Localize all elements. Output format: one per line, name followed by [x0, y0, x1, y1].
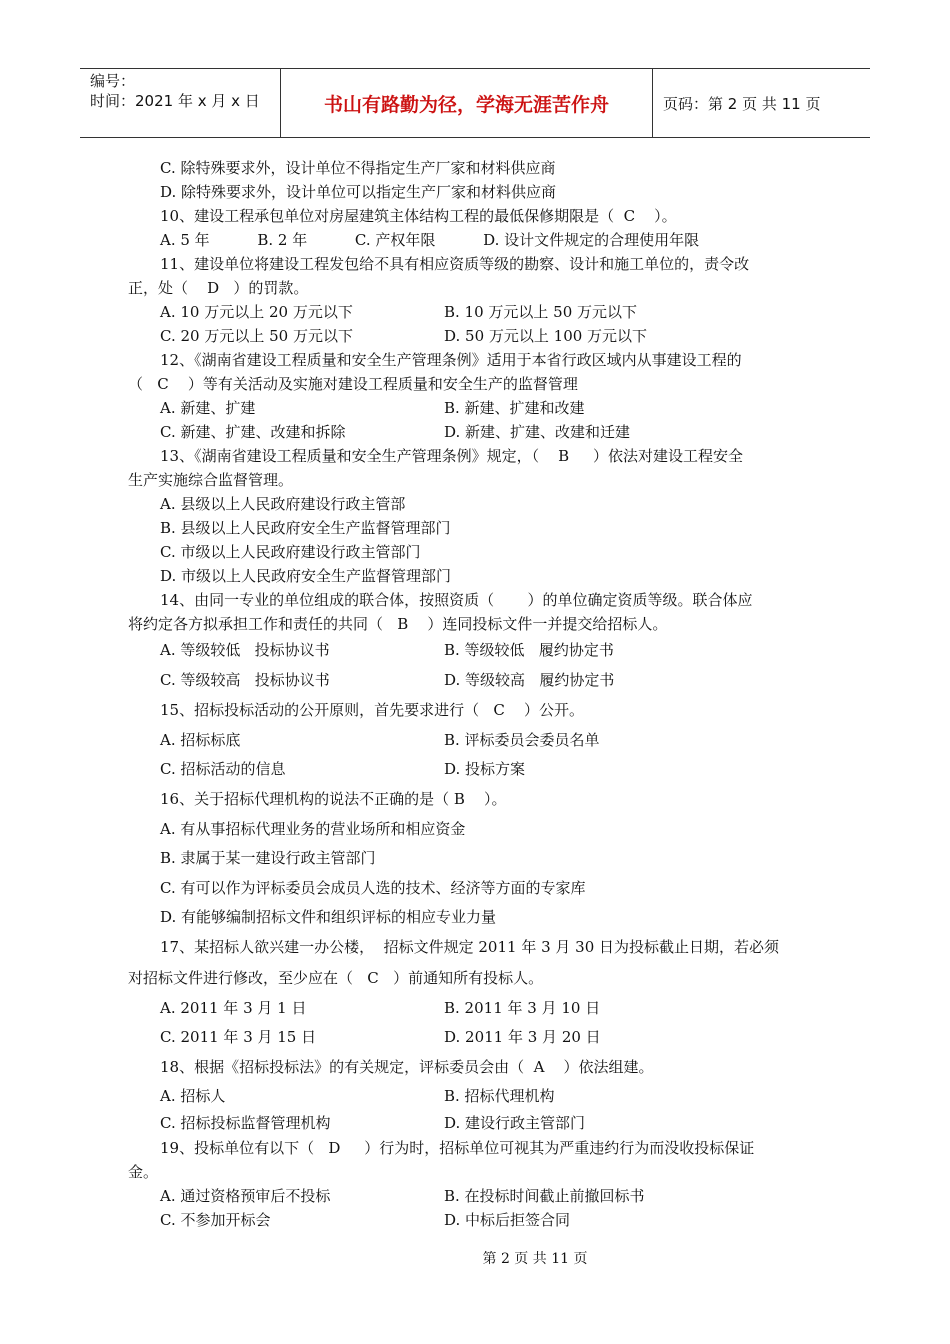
question-11: 11、建设单位将建设工程发包给不具有相应资质等级的勘察、设计和施工单位的，责令改 — [160, 255, 750, 273]
option: A. 招标标底 — [160, 731, 241, 749]
question-10: 10、建设工程承包单位对房屋建筑主体结构工程的最低保修期限是（ C ）。 — [160, 207, 677, 225]
option: D. 有能够编制招标文件和组织评标的相应专业力量 — [160, 908, 497, 926]
option: D. 等级较高 履约协定书 — [444, 671, 615, 689]
option: A. 通过资格预审后不投标 — [160, 1187, 331, 1205]
page-header — [80, 68, 870, 138]
option: D. 新建、扩建、改建和迁建 — [444, 423, 631, 441]
option: D. 建设行政主管部门 — [444, 1114, 586, 1132]
option: B. 县级以上人民政府安全生产监督管理部门 — [160, 519, 451, 537]
option: C. 市级以上人民政府建设行政主管部门 — [160, 543, 421, 561]
question-14: 14、由同一专业的单位组成的联合体，按照资质（ ）的单位确定资质等级。联合体应 — [160, 591, 753, 609]
option: A. 2011 年 3 月 1 日 — [160, 999, 307, 1017]
option: A. 招标人 — [160, 1087, 226, 1105]
number-label: 编号： — [90, 72, 136, 90]
option: B. 招标代理机构 — [444, 1087, 555, 1105]
option: C. 20 万元以上 50 万元以下 — [160, 327, 353, 345]
question-13-cont: 生产实施综合监督管理。 — [128, 471, 294, 489]
question-18: 18、根据《招标投标法》的有关规定，评标委员会由（ A ）依法组建。 — [160, 1058, 654, 1076]
question-10-options: A. 5 年 B. 2 年 C. 产权年限 D. 设计文件规定的合理使用年限 — [160, 231, 700, 249]
header-meta — [80, 69, 281, 137]
option: C. 等级较高 投标协议书 — [160, 671, 330, 689]
footer-page-number: 第 2 页 共 11 页 — [482, 1251, 588, 1267]
option: A. 10 万元以上 20 万元以下 — [160, 303, 353, 321]
text-line: C. 除特殊要求外，设计单位不得指定生产厂家和材料供应商 — [160, 159, 556, 177]
option: B. 评标委员会委员名单 — [444, 731, 600, 749]
option: B. 2011 年 3 月 10 日 — [444, 999, 601, 1017]
option: B. 在投标时间截止前撤回标书 — [444, 1187, 645, 1205]
option: B. 新建、扩建和改建 — [444, 399, 585, 417]
option: D. 2011 年 3 月 20 日 — [444, 1028, 601, 1046]
option: D. 市级以上人民政府安全生产监督管理部门 — [160, 567, 452, 585]
option: A. 新建、扩建 — [160, 399, 256, 417]
question-14-cont: 将约定各方拟承担工作和责任的共同（ B ）连同投标文件一并提交给招标人。 — [128, 615, 668, 633]
option: A. 县级以上人民政府建设行政主管部 — [160, 495, 406, 513]
option: C. 招标活动的信息 — [160, 760, 286, 778]
header-motto: 书山有路勤为径，学海无涯苦作舟 — [281, 69, 653, 137]
time-label: 时间：2021 年 x 月 x 日 — [90, 92, 260, 110]
question-19: 19、投标单位有以下（ D ）行为时，招标单位可视其为严重违约行为而没收投标保证 — [160, 1139, 755, 1157]
question-16: 16、关于招标代理机构的说法不正确的是（ B ）。 — [160, 790, 507, 808]
option: D. 投标方案 — [444, 760, 526, 778]
question-15: 15、招标投标活动的公开原则，首先要求进行（ C ）公开。 — [160, 701, 584, 719]
option: C. 2011 年 3 月 15 日 — [160, 1028, 317, 1046]
option: C. 不参加开标会 — [160, 1211, 271, 1229]
option: D. 50 万元以上 100 万元以下 — [444, 327, 648, 345]
question-17: 17、某招标人欲兴建一办公楼， 招标文件规定 2011 年 3 月 30 日为投标截止日期，若必须 — [160, 938, 780, 956]
option: C. 新建、扩建、改建和拆除 — [160, 423, 346, 441]
option: C. 招标投标监督管理机构 — [160, 1114, 331, 1132]
question-11-cont: 正，处（ D ）的罚款。 — [128, 279, 309, 297]
question-12: 12、《湖南省建设工程质量和安全生产管理条例》适用于本省行政区域内从事建设工程的 — [160, 351, 742, 369]
option: D. 中标后拒签合同 — [444, 1211, 571, 1229]
option: B. 隶属于某一建设行政主管部门 — [160, 849, 376, 867]
header-page-info: 页码：第 2 页 共 11 页 — [663, 94, 821, 113]
option: A. 等级较低 投标协议书 — [160, 641, 330, 659]
option: B. 10 万元以上 50 万元以下 — [444, 303, 638, 321]
question-19-cont: 金。 — [128, 1163, 159, 1181]
question-12-cont: （ C ）等有关活动及实施对建设工程质量和安全生产的监督管理 — [128, 375, 578, 393]
question-17-cont: 对招标文件进行修改，至少应在（ C ）前通知所有投标人。 — [128, 969, 544, 987]
option: C. 有可以作为评标委员会成员人选的技术、经济等方面的专家库 — [160, 879, 586, 897]
option: A. 有从事招标代理业务的营业场所和相应资金 — [160, 820, 466, 838]
option: B. 等级较低 履约协定书 — [444, 641, 614, 659]
page-footer — [0, 1248, 950, 1268]
text-line: D. 除特殊要求外，设计单位可以指定生产厂家和材料供应商 — [160, 183, 557, 201]
question-13: 13、《湖南省建设工程质量和安全生产管理条例》规定，（ B ）依法对建设工程安全 — [160, 447, 744, 465]
